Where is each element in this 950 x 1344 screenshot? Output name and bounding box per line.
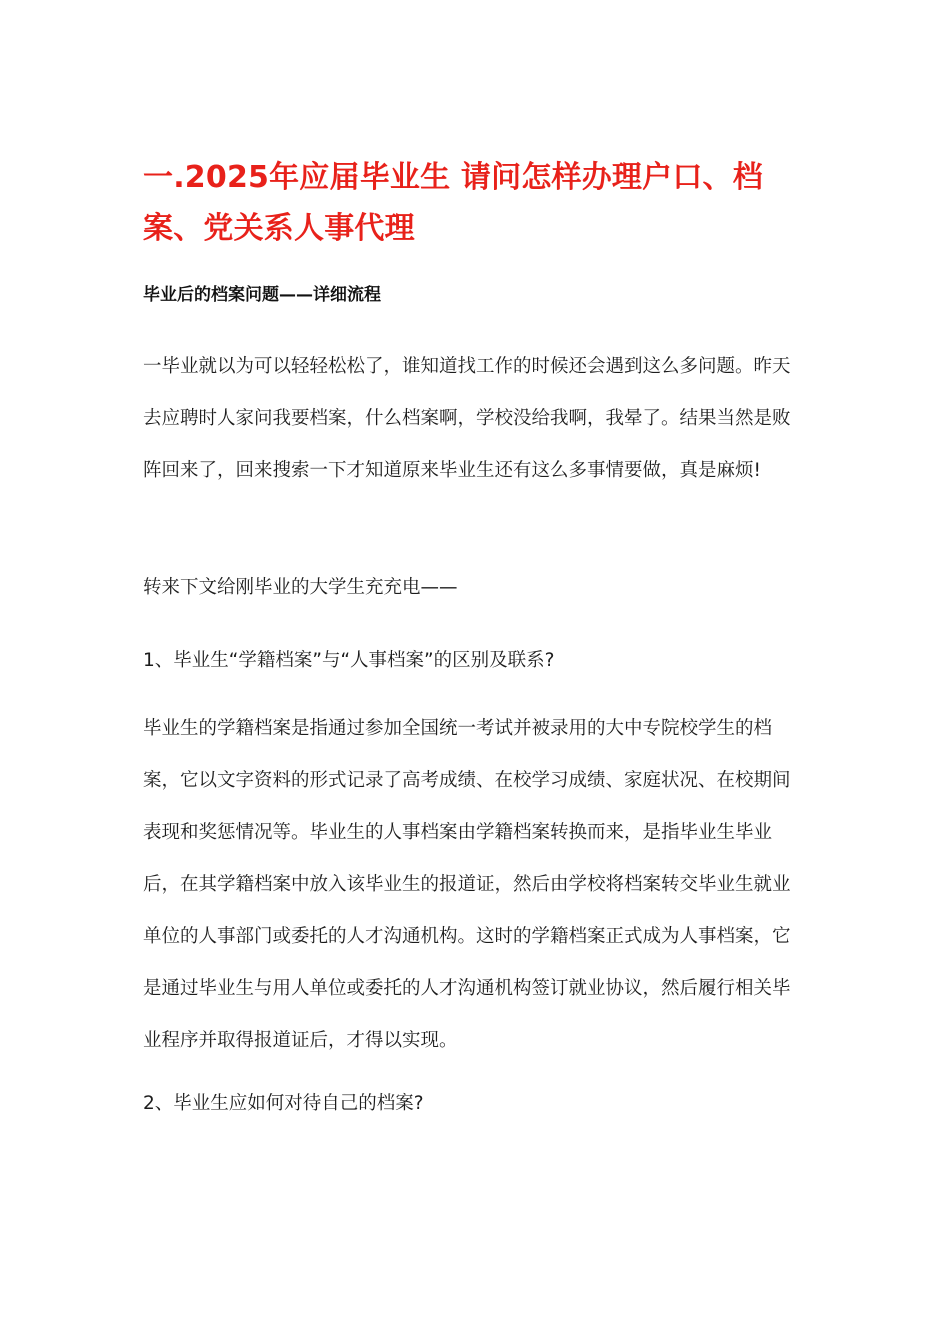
intro-paragraph: 一毕业就以为可以轻轻松松了，谁知道找工作的时候还会遇到这么多问题。昨天去应聘时人家问我要档案，什么档案啊，学校没给我啊，我晕了。结果当然是败阵回来了，回来搜索一下才知道原来毕业生还有这么多事情要做，真是麻烦!: [143, 356, 791, 481]
section-subtitle: 毕业后的档案问题——详细流程: [143, 285, 381, 305]
answer-1-paragraph: 毕业生的学籍档案是指通过参加全国统一考试并被录用的大中专院校学生的档案，它以文字资料的形式记录了高考成绩、在校学习成绩、家庭状况、在校期间表现和奖惩情况等。毕业生的人事档案由学籍档案转换而来，是指毕业生毕业后，在其学籍档案中放入该毕业生的报道证，然后由学校将档案转交毕业生就业单位的人事部门或委托的人才沟通机构。这时的学籍档案正式成为人事档案，它是通过毕业生与用人单位或委托的人才沟通机构签订就业协议，然后履行相关毕业程序并取得报道证后，才得以实现。: [143, 718, 791, 1051]
question-2-heading: 2、毕业生应如何对待自己的档案?: [143, 1093, 424, 1114]
document-title: 一.2025年应届毕业生 请问怎样办理户口、档案、党关系人事代理: [143, 160, 763, 246]
forward-paragraph: 转来下文给刚毕业的大学生充充电——: [143, 577, 458, 598]
question-1-heading: 1、毕业生“学籍档案”与“人事档案”的区别及联系?: [143, 650, 555, 671]
